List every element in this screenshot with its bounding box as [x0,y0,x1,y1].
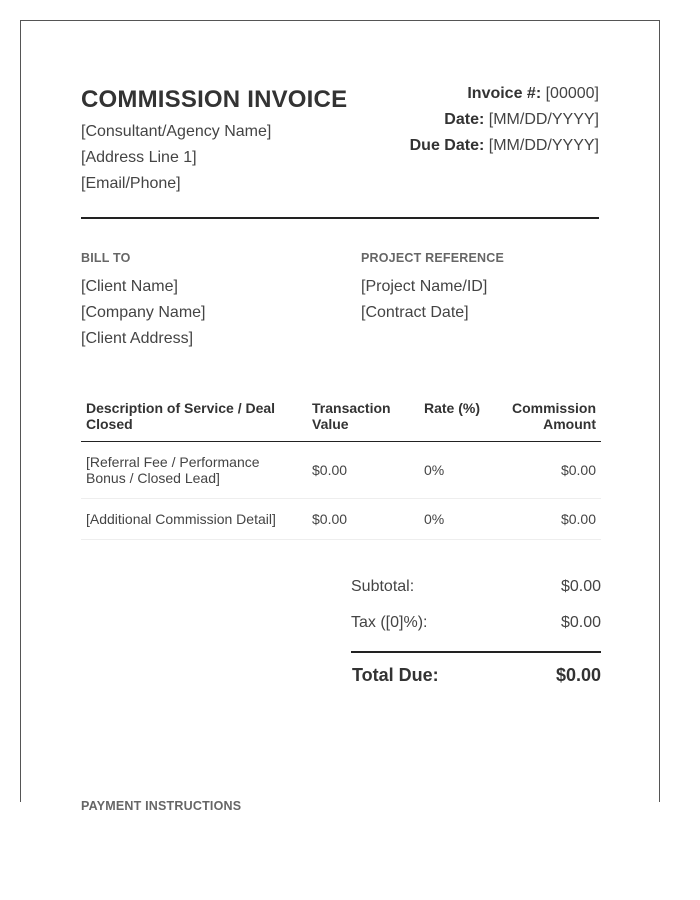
invoice-meta [410,81,599,159]
column-header-commission-amount: Commission Amount [499,394,601,442]
payment-instructions-label: PAYMENT INSTRUCTIONS [81,799,242,813]
bill-to-section [81,250,341,352]
cell-transaction-value: $0.00 [307,499,419,540]
invoice-date-value: [MM/DD/YYYY] [488,111,599,128]
cell-rate: 0% [419,499,499,540]
cell-rate: 0% [419,442,499,499]
consultant-name: [Consultant/Agency Name] [81,123,272,140]
consultant-address: [Address Line 1] [81,149,197,166]
client-name: [Client Name] [81,278,178,295]
cell-transaction-value: $0.00 [307,442,419,499]
tax-label: Tax ([0]%): [351,614,428,631]
subtotal-row [351,572,601,608]
subtotal-value: $0.00 [560,578,601,595]
project-reference-lines [361,274,601,326]
consultant-info [81,119,271,197]
project-reference-section [361,250,601,326]
table-row [81,499,601,540]
bill-to-label: BILL TO [81,251,131,265]
project-name: [Project Name/ID] [361,278,488,295]
invoice-title: COMMISSION INVOICE [81,86,348,113]
cell-description: [Referral Fee / Performance Bonus / Closed Lead] [81,442,307,499]
cell-commission-amount: $0.00 [499,499,601,540]
table-row [81,442,601,499]
invoice-header [81,85,599,219]
cell-commission-amount: $0.00 [499,442,601,499]
column-header-transaction-value: Transaction Value [307,394,419,442]
invoice-content [81,21,601,813]
subtotal-label: Subtotal: [351,578,415,595]
tax-value: $0.00 [560,614,601,631]
bill-to-lines [81,274,341,352]
project-reference-label: PROJECT REFERENCE [361,251,505,265]
due-date-label: Due Date: [409,137,485,154]
totals-section [351,572,601,693]
due-date-row [410,133,599,159]
company-name: [Company Name] [81,304,206,321]
total-due-value: $0.00 [555,665,601,685]
invoice-number-label: Invoice #: [467,85,542,102]
consultant-contact: [Email/Phone] [81,175,181,192]
commission-table [81,394,601,540]
invoice-date-label: Date: [444,111,485,128]
invoice-page [20,20,660,813]
total-due-row [351,653,601,693]
table-header-row [81,394,601,442]
invoice-date-row [410,107,599,133]
column-header-description: Description of Service / Deal Closed [81,394,307,442]
contract-date: [Contract Date] [361,304,469,321]
column-header-rate: Rate (%) [419,394,499,442]
invoice-number-value: [00000] [545,85,599,102]
due-date-value: [MM/DD/YYYY] [488,137,599,154]
total-due-label: Total Due: [352,665,439,685]
tax-row [351,608,601,644]
cell-description: [Additional Commission Detail] [81,499,307,540]
invoice-number-row [410,81,599,107]
client-address: [Client Address] [81,330,194,347]
